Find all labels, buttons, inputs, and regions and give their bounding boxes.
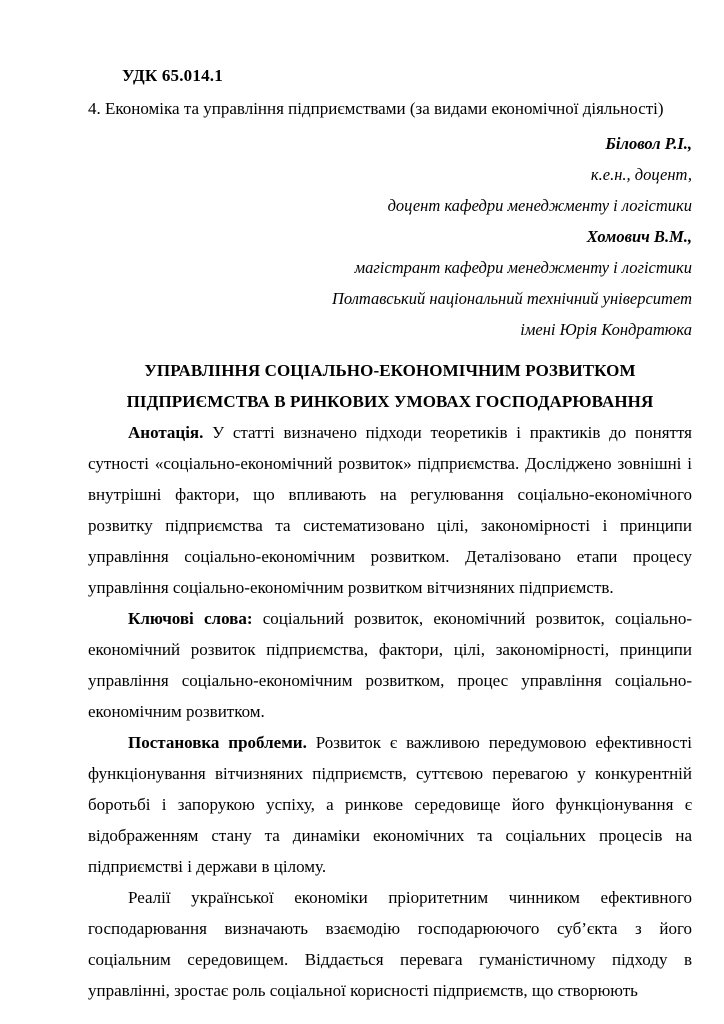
- affiliation-university: Полтавський національний технічний університет: [331, 289, 692, 308]
- body-paragraph-text: Реалії української економіки пріоритетним чинником ефективного господарювання визначають взаємодію господарюючого суб’єкта з його соціальним середовищем. Віддається перевага гуманістичному підходу в управлінні, зростає роль соціальної корисності підприємств, що створюють: [88, 888, 692, 1000]
- author-block: [88, 128, 692, 345]
- article-title: [88, 355, 692, 417]
- problem-statement-paragraph: [88, 727, 692, 882]
- abstract-label: Анотація.: [128, 423, 204, 442]
- keywords-paragraph: [88, 603, 692, 727]
- page-content: [88, 60, 692, 1006]
- keywords-label: Ключові слова:: [128, 609, 253, 628]
- affiliation-university-name: імені Юрія Кондратюка: [520, 320, 692, 339]
- body-paragraph: [88, 882, 692, 1006]
- abstract-paragraph: [88, 417, 692, 603]
- problem-statement-label: Постановка проблеми.: [128, 733, 307, 752]
- problem-statement-text: Розвиток є важливою передумовою ефективності функціонування вітчизняних підприємств, суттєвою перевагою у конкурентній боротьбі і запорукою успіху, а ринкове середовище його функціонування є відображенням стану та динаміки економічних та соціальних процесів на підприємстві і держави в цілому.: [88, 733, 692, 876]
- article-title-line-1: УПРАВЛІННЯ СОЦІАЛЬНО-ЕКОНОМІЧНИМ РОЗВИТКОМ: [144, 361, 636, 380]
- keywords-text: соціальний розвиток, економічний розвиток, соціально-економічний розвиток підприємства, фактори, цілі, закономірності, принципи управління соціально-економічним розвитком, процес управління соціально-економічним розвитком.: [88, 609, 692, 721]
- article-title-line-2: ПІДПРИЄМСТВА В РИНКОВИХ УМОВАХ ГОСПОДАРЮВАННЯ: [126, 392, 654, 411]
- author-degree-primary: к.е.н., доцент,: [590, 165, 692, 184]
- udk-code: УДК 65.014.1: [122, 66, 223, 85]
- author-name-secondary: Хомович В.М.,: [586, 227, 692, 246]
- subject-section-line: 4. Економіка та управління підприємствами (за видами економічної діяльності): [88, 99, 664, 118]
- author-position-secondary: магістрант кафедри менеджменту і логістики: [354, 258, 692, 277]
- author-name-primary: Біловол Р.І.,: [605, 134, 692, 153]
- author-position-primary: доцент кафедри менеджменту і логістики: [387, 196, 692, 215]
- abstract-text: У статті визначено підходи теоретиків і практиків до поняття сутності «соціально-економічний розвиток» підприємства. Досліджено зовнішні і внутрішні фактори, що впливають на регулювання соціально-економічного розвитку підприємства та систематизовано цілі, закономірності і принципи управління соціально-економічним розвитком. Деталізовано етапи процесу управління соціально-економічним розвитком вітчизняних підприємств.: [88, 423, 692, 597]
